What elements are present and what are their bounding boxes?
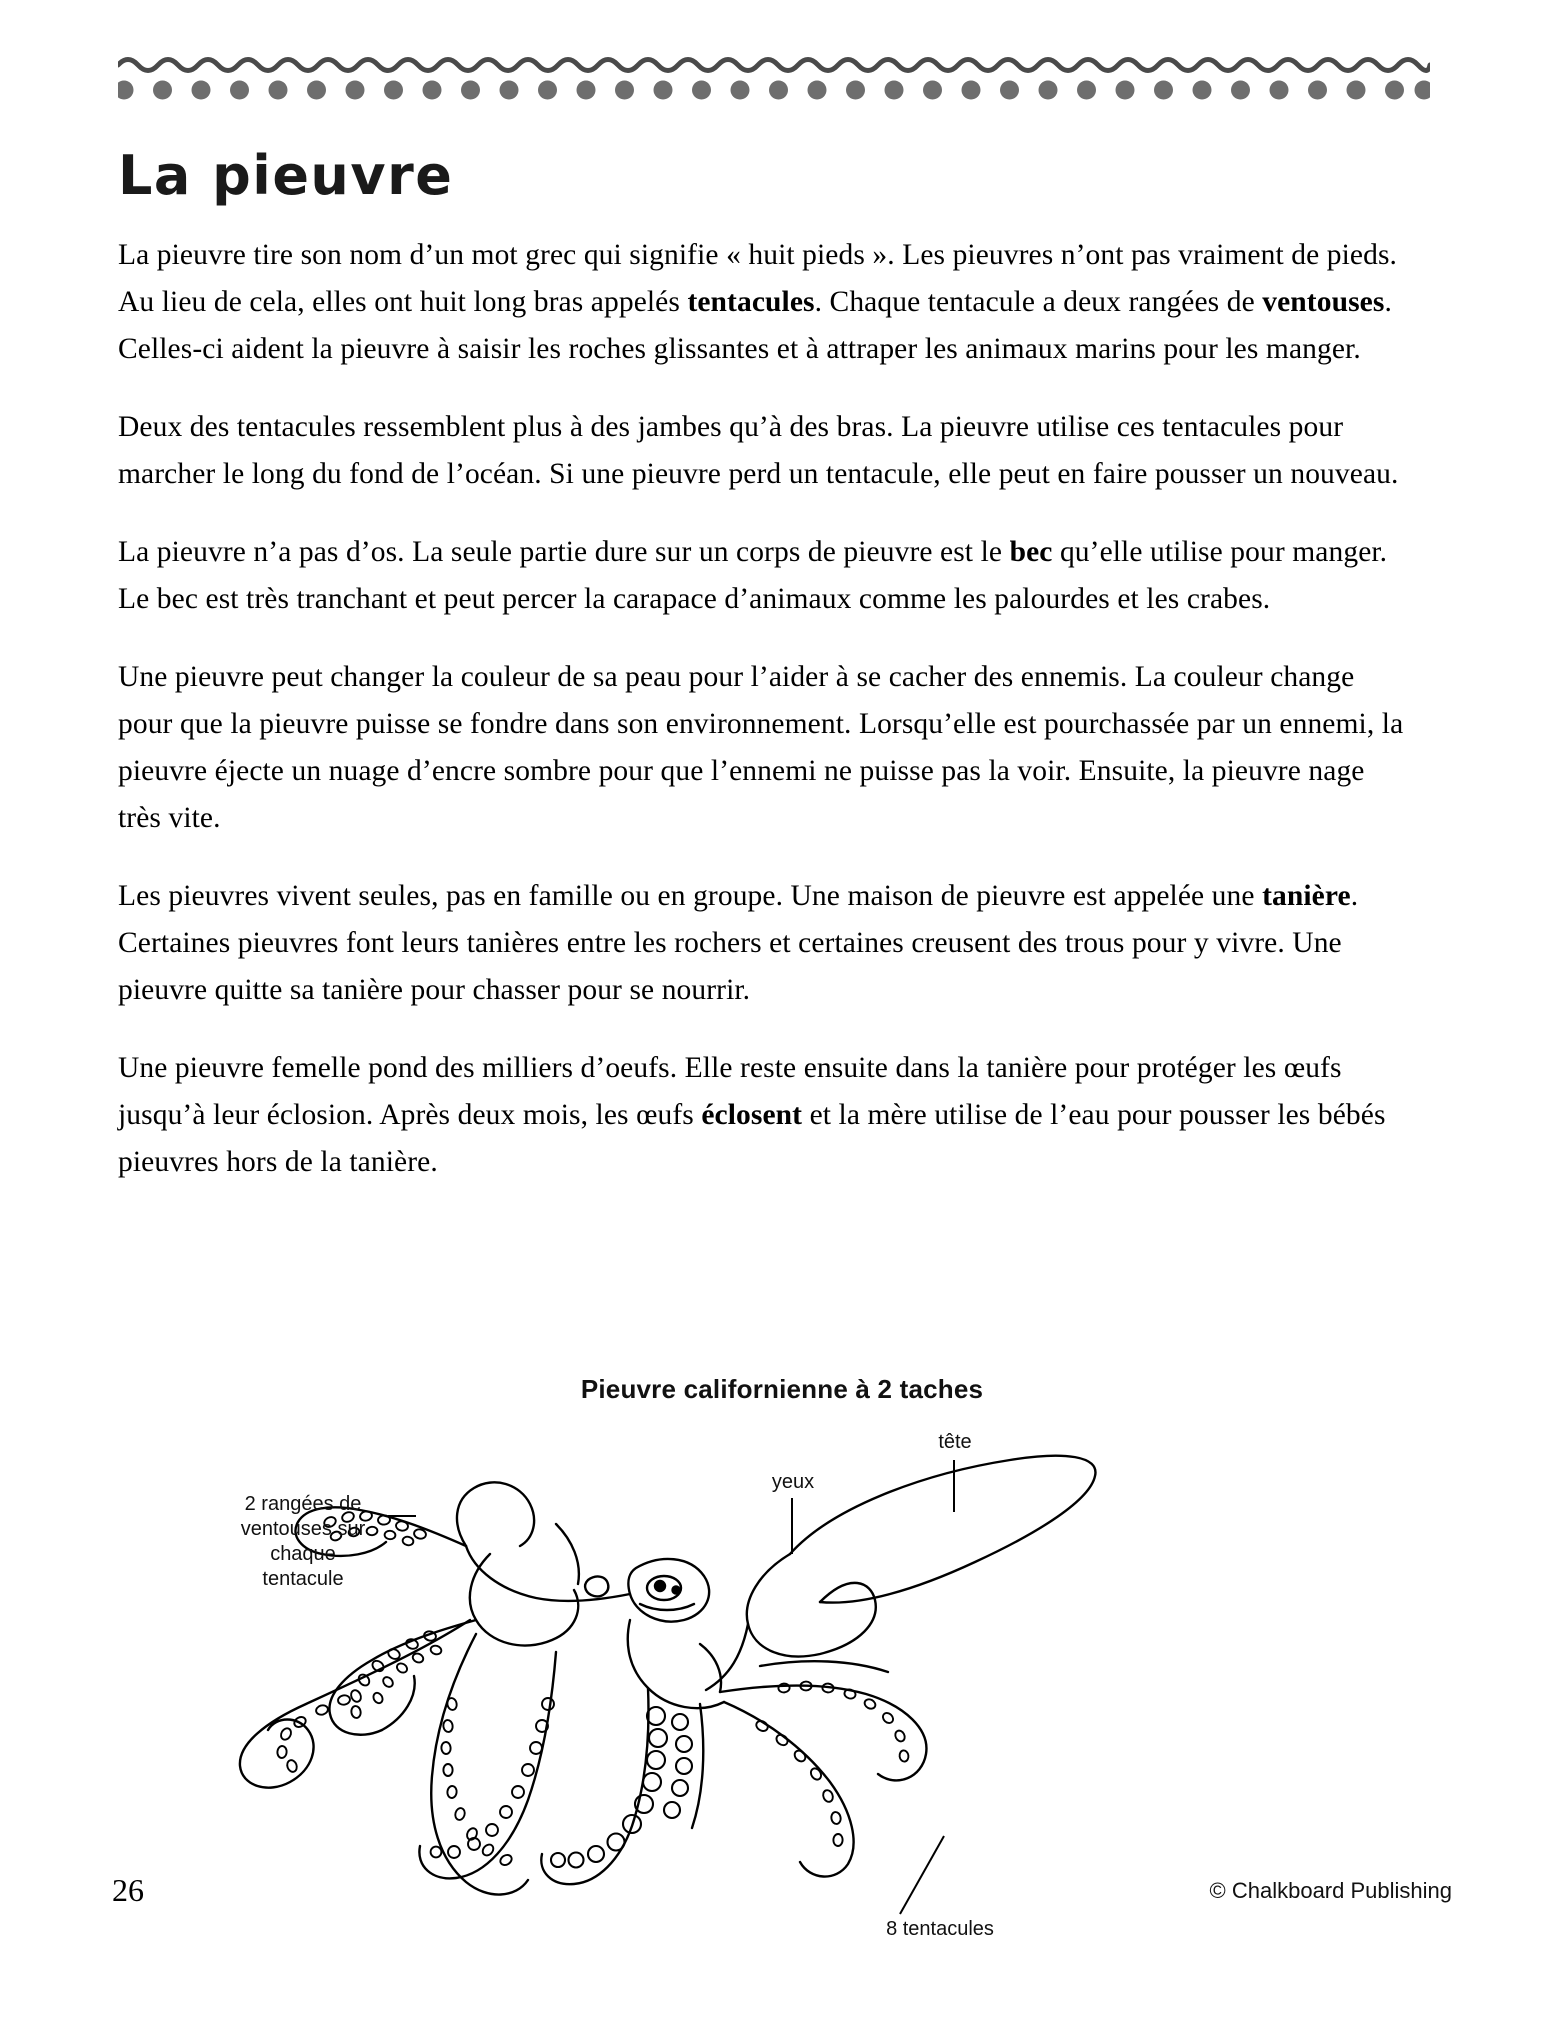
leader-lines — [388, 1460, 954, 1914]
text-run: Une pieuvre peut changer la couleur de sa peau pour l’aider à se cacher des ennemis. La couleur change pour que la pieuvre puisse se fondre dans son environnement. Lorsqu’elle est pourchassée par un ennemi, la pieuvre éjecte un nuage d’encre sombre pour que l’ennemi ne puisse pas la voir. Ensuite, la pieuvre nage très vite. — [118, 661, 1404, 834]
paragraph-6 — [118, 1045, 1408, 1186]
diagram-label-ventouses — [228, 1492, 378, 1592]
text-run: . Certaines pieuvres font leurs tanières entre les rochers et certaines creusent des trous pour y vivre. Une pieuvre quitte sa tanière pour chasser pour se nourrir. — [118, 880, 1359, 1006]
paragraph-2 — [118, 404, 1408, 498]
text-run: . Chaque tentacule a deux rangées de — [814, 286, 1263, 318]
text-run: Les pieuvres vivent seules, pas en famille ou en groupe. Une maison de pieuvre est appelée une — [118, 880, 1263, 912]
label-line: chaque tentacule — [262, 1543, 344, 1590]
paragraph-4 — [118, 654, 1408, 842]
keyword-term: ventouses — [1262, 286, 1385, 318]
leader-tentacules — [900, 1836, 944, 1914]
keyword-term: tentacules — [687, 286, 815, 318]
paragraph-1 — [118, 232, 1408, 373]
paragraph-3 — [118, 529, 1408, 623]
text-run: La pieuvre n’a pas d’os. La seule partie dure sur un corps de pieuvre est le — [118, 536, 1010, 568]
label-line: 2 rangées de — [244, 1493, 362, 1515]
keyword-term: tanière — [1262, 880, 1351, 912]
dot-row-icon — [118, 81, 1430, 100]
copyright-notice: © Chalkboard Publishing — [1209, 1878, 1452, 1903]
label-line: ventouses sur — [240, 1518, 366, 1540]
text-run: . Celles-ci aident la pieuvre à saisir les roches glissantes et à attraper les animaux marins pour les manger. — [118, 286, 1392, 365]
article-body — [118, 232, 1408, 1217]
text-run: Deux des tentacules ressemblent plus à des jambes qu’à des bras. La pieuvre utilise ces tentacules pour marcher le long du fond de l’océan. Si une pieuvre perd un tentacule, elle peut en faire pousser un nouveau. — [118, 411, 1399, 490]
diagram-label-tentacules: 8 tentacules — [886, 1918, 994, 1940]
keyword-term: éclosent — [701, 1099, 803, 1131]
diagram-caption: Pieuvre californienne à 2 taches — [580, 1374, 984, 1404]
keyword-term: bec — [1009, 536, 1053, 568]
page-number: 26 — [112, 1872, 144, 1908]
text-run: qu’elle utilise pour manger. Le bec est très tranchant et peut percer la carapace d’animaux comme les palourdes et les crabes. — [118, 536, 1388, 615]
header-decoration — [118, 52, 1430, 100]
page-title: La pieuvre — [118, 144, 454, 208]
paragraph-5 — [118, 873, 1408, 1014]
text-run: Une pieuvre femelle pond des milliers d’oeufs. Elle reste ensuite dans la tanière pour protéger les œufs jusqu’à leur éclosion. Après deux mois, les œufs — [118, 1052, 1342, 1131]
diagram-label-yeux: yeux — [771, 1471, 815, 1493]
diagram-label-tete: tête — [938, 1431, 972, 1453]
text-run: La pieuvre tire son nom d’un mot grec qui signifie « huit pieds ». Les pieuvres n’ont pas vraiment de pieds. Au lieu de cela, elles ont huit long bras appelés — [118, 239, 1398, 318]
text-run: et la mère utilise de l’eau pour pousser les bébés pieuvres hors de la tanière. — [118, 1099, 1386, 1178]
wavy-line-icon — [118, 60, 1430, 71]
